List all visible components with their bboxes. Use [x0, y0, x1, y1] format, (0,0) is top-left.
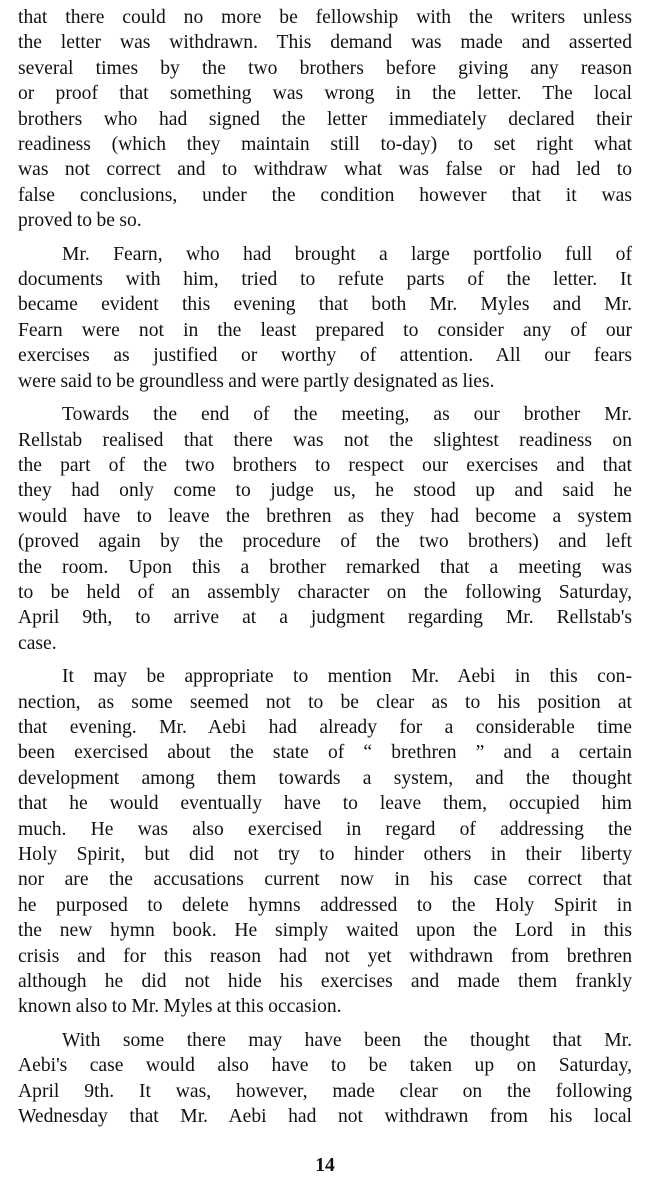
text-line: false conclusions, under the condition however that it was	[18, 184, 632, 206]
text-line: Mr. Fearn, who had brought a large portfolio full of	[62, 243, 632, 265]
text-line: or proof that something was wrong in the letter. The local	[18, 83, 632, 105]
text-line: Wednesday that Mr. Aebi had not withdrawn from his local	[18, 1106, 632, 1128]
text-line: they had only come to judge us, he stood up and said he	[18, 480, 632, 502]
text-line: to be held of an assembly character on the following Saturday,	[18, 581, 632, 603]
text-line: were said to be groundless and were partly designated as lies.	[18, 370, 495, 392]
text-line: became evident this evening that both Mr. Myles and Mr.	[18, 294, 632, 316]
text-line: proved to be so.	[18, 210, 142, 232]
paragraph	[18, 664, 632, 1020]
text-line: Fearn were not in the least prepared to consider any of our	[18, 319, 632, 341]
text-line: readiness (which they maintain still to-day) to set right what	[18, 134, 632, 156]
text-line: that he would eventually have to leave them, occupied him	[18, 793, 632, 815]
text-line: much. He was also exercised in regard of addressing the	[18, 818, 632, 840]
text-line: would have to leave the brethren as they had become a system	[18, 505, 632, 527]
text-line: was not correct and to withdraw what was false or had led to	[18, 159, 632, 181]
text-line: Rellstab realised that there was not the slightest readiness on	[18, 429, 632, 451]
paragraph	[18, 402, 632, 656]
text-line: Holy Spirit, but did not try to hinder others in their liberty	[18, 844, 632, 865]
text-line: documents with him, tried to refute parts of the letter. It	[18, 269, 632, 291]
text-line: nection, as some seemed not to be clear as to his position at	[18, 691, 632, 713]
page-number: 14	[315, 1155, 335, 1177]
document-body	[18, 0, 632, 1129]
text-line: been exercised about the state of “ brethren ” and a certain	[18, 742, 632, 764]
text-line: crisis and for this reason had not yet withdrawn from brethren	[18, 945, 632, 967]
text-line: case.	[18, 632, 57, 654]
text-line: (proved again by the procedure of the two brothers) and left	[18, 531, 632, 553]
text-line: With some there may have been the thought that Mr.	[62, 1029, 632, 1051]
text-line: Aebi's case would also have to be taken up on Saturday,	[18, 1055, 632, 1077]
text-line: that evening. Mr. Aebi had already for a considerable time	[18, 716, 632, 738]
text-line: the room. Upon this a brother remarked that a meeting was	[18, 556, 632, 578]
paragraph	[18, 242, 632, 394]
text-line: exercises as justified or worthy of attention. All our fears	[18, 345, 632, 367]
text-line: the letter was withdrawn. This demand was made and asserted	[18, 32, 632, 54]
text-line: the part of the two brothers to respect our exercises and that	[18, 454, 632, 476]
text-line: known also to Mr. Myles at this occasion.	[18, 996, 342, 1018]
text-line: brothers who had signed the letter immediately declared their	[18, 108, 632, 130]
text-line: development among them towards a system, and the thought	[18, 767, 632, 789]
text-line: nor are the accusations current now in his case correct that	[18, 869, 632, 891]
text-line: that there could no more be fellowship with the writers unless	[18, 7, 632, 28]
paragraph	[18, 5, 632, 234]
text-line: April 9th. It was, however, made clear on the following	[18, 1080, 632, 1102]
text-line: Towards the end of the meeting, as our brother Mr.	[62, 404, 632, 426]
text-line: he purposed to delete hymns addressed to the Holy Spirit in	[18, 894, 632, 916]
text-line: although he did not hide his exercises and made them frankly	[18, 971, 632, 993]
text-line: It may be appropriate to mention Mr. Aebi in this con-	[62, 666, 632, 688]
text-line: the new hymn book. He simply waited upon the Lord in this	[18, 920, 632, 942]
paragraph	[18, 1028, 632, 1130]
text-line: April 9th, to arrive at a judgment regarding Mr. Rellstab's	[18, 607, 632, 629]
text-line: several times by the two brothers before giving any reason	[18, 57, 632, 79]
